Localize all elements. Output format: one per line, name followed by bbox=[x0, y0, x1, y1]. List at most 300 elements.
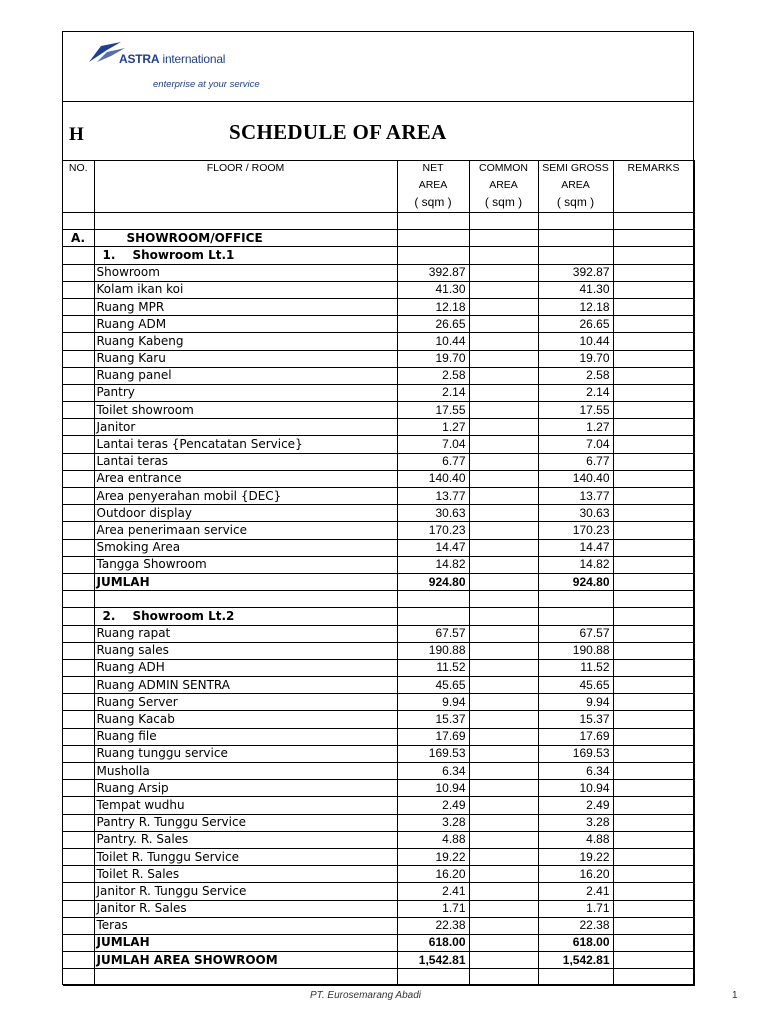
blank-row bbox=[63, 213, 694, 230]
room-row bbox=[63, 436, 694, 453]
empty-cell bbox=[63, 539, 94, 556]
empty-cell bbox=[63, 934, 94, 951]
section-letter: H bbox=[69, 124, 84, 145]
floor-header bbox=[94, 247, 397, 264]
semi-gross-area: 26.65 bbox=[538, 316, 613, 333]
semi-gross-area: 11.52 bbox=[538, 659, 613, 676]
room-row bbox=[63, 711, 694, 728]
remarks bbox=[613, 505, 694, 522]
common-area bbox=[469, 298, 538, 315]
empty-cell bbox=[469, 969, 538, 986]
net-area: 9.94 bbox=[397, 694, 469, 711]
header-common: COMMON AREA ( sqm ) bbox=[469, 160, 538, 213]
empty-cell bbox=[63, 814, 94, 831]
room-name: Ruang sales bbox=[94, 642, 397, 659]
net-area: 26.65 bbox=[397, 316, 469, 333]
empty-cell bbox=[469, 230, 538, 247]
header-floor: FLOOR / ROOM bbox=[94, 160, 397, 213]
section-name: SHOWROOM/OFFICE bbox=[94, 230, 397, 247]
room-row bbox=[63, 659, 694, 676]
semi-gross-area: 190.88 bbox=[538, 642, 613, 659]
semi-gross-area: 19.22 bbox=[538, 848, 613, 865]
semi-gross-area: 45.65 bbox=[538, 677, 613, 694]
room-row bbox=[63, 831, 694, 848]
remarks bbox=[613, 625, 694, 642]
net-area: 45.65 bbox=[397, 677, 469, 694]
room-row bbox=[63, 556, 694, 573]
remarks bbox=[613, 814, 694, 831]
common-area bbox=[469, 556, 538, 573]
semi-gross-area: 13.77 bbox=[538, 488, 613, 505]
net-area: 169.53 bbox=[397, 745, 469, 762]
net-area: 15.37 bbox=[397, 711, 469, 728]
remarks bbox=[613, 694, 694, 711]
common-area bbox=[469, 436, 538, 453]
room-name: Tempat wudhu bbox=[94, 797, 397, 814]
empty-cell bbox=[63, 522, 94, 539]
room-name: Ruang panel bbox=[94, 367, 397, 384]
room-name: Musholla bbox=[94, 763, 397, 780]
remarks bbox=[613, 402, 694, 419]
semi-gross-area: 1,542.81 bbox=[538, 952, 613, 969]
net-area: 2.49 bbox=[397, 797, 469, 814]
remarks bbox=[613, 384, 694, 401]
remarks bbox=[613, 350, 694, 367]
semi-gross-area: 2.14 bbox=[538, 384, 613, 401]
remarks bbox=[613, 264, 694, 281]
room-row bbox=[63, 453, 694, 470]
empty-cell bbox=[63, 281, 94, 298]
remarks bbox=[613, 316, 694, 333]
room-row bbox=[63, 367, 694, 384]
room-name: Area penerimaan service bbox=[94, 522, 397, 539]
header-remarks: REMARKS bbox=[613, 160, 694, 213]
remarks bbox=[613, 780, 694, 797]
room-row bbox=[63, 298, 694, 315]
common-area bbox=[469, 745, 538, 762]
room-row bbox=[63, 728, 694, 745]
room-name: Area penyerahan mobil {DEC} bbox=[94, 488, 397, 505]
remarks bbox=[613, 642, 694, 659]
net-area: 16.20 bbox=[397, 866, 469, 883]
remarks bbox=[613, 711, 694, 728]
room-name: Janitor R. Sales bbox=[94, 900, 397, 917]
semi-gross-area: 10.94 bbox=[538, 780, 613, 797]
room-name: Lantai teras bbox=[94, 453, 397, 470]
empty-cell bbox=[63, 642, 94, 659]
semi-gross-area: 924.80 bbox=[538, 573, 613, 590]
area-table bbox=[63, 160, 695, 986]
room-name: Janitor bbox=[94, 419, 397, 436]
semi-gross-area: 1.71 bbox=[538, 900, 613, 917]
net-area: 170.23 bbox=[397, 522, 469, 539]
net-area: 11.52 bbox=[397, 659, 469, 676]
room-name: Ruang ADH bbox=[94, 659, 397, 676]
empty-cell bbox=[397, 969, 469, 986]
empty-cell bbox=[63, 556, 94, 573]
room-name: JUMLAH AREA SHOWROOM bbox=[94, 952, 397, 969]
room-name: Outdoor display bbox=[94, 505, 397, 522]
common-area bbox=[469, 934, 538, 951]
room-row bbox=[63, 677, 694, 694]
floor-number: 2. bbox=[102, 608, 116, 623]
empty-cell bbox=[538, 213, 613, 230]
empty-cell bbox=[63, 384, 94, 401]
room-name: Ruang Arsip bbox=[94, 780, 397, 797]
semi-gross-area: 169.53 bbox=[538, 745, 613, 762]
common-area bbox=[469, 333, 538, 350]
net-area: 30.63 bbox=[397, 505, 469, 522]
empty-cell bbox=[63, 488, 94, 505]
remarks bbox=[613, 298, 694, 315]
semi-gross-area: 2.41 bbox=[538, 883, 613, 900]
common-area bbox=[469, 539, 538, 556]
room-row bbox=[63, 694, 694, 711]
room-name: Pantry bbox=[94, 384, 397, 401]
header-net: NET AREA ( sqm ) bbox=[397, 160, 469, 213]
empty-cell bbox=[63, 917, 94, 934]
remarks bbox=[613, 556, 694, 573]
room-name: Area entrance bbox=[94, 470, 397, 487]
remarks bbox=[613, 677, 694, 694]
room-row bbox=[63, 745, 694, 762]
net-area: 4.88 bbox=[397, 831, 469, 848]
room-name: Ruang ADMIN SENTRA bbox=[94, 677, 397, 694]
common-area bbox=[469, 659, 538, 676]
empty-cell bbox=[63, 419, 94, 436]
page-title: SCHEDULE OF AREA bbox=[229, 120, 447, 144]
empty-cell bbox=[63, 367, 94, 384]
empty-cell bbox=[63, 591, 94, 608]
empty-cell bbox=[613, 591, 694, 608]
empty-cell bbox=[397, 608, 469, 625]
room-row bbox=[63, 917, 694, 934]
blank-row bbox=[63, 969, 694, 986]
net-area: 17.55 bbox=[397, 402, 469, 419]
remarks bbox=[613, 831, 694, 848]
remarks bbox=[613, 883, 694, 900]
common-area bbox=[469, 522, 538, 539]
common-area bbox=[469, 848, 538, 865]
room-row bbox=[63, 642, 694, 659]
net-area: 1,542.81 bbox=[397, 952, 469, 969]
empty-cell bbox=[94, 969, 397, 986]
room-row bbox=[63, 522, 694, 539]
room-row bbox=[63, 814, 694, 831]
floor-header-row bbox=[63, 247, 694, 264]
common-area bbox=[469, 316, 538, 333]
document-frame bbox=[62, 31, 694, 985]
room-name: Janitor R. Tunggu Service bbox=[94, 883, 397, 900]
room-name: JUMLAH bbox=[94, 573, 397, 590]
semi-gross-area: 6.77 bbox=[538, 453, 613, 470]
room-row bbox=[63, 763, 694, 780]
semi-gross-area: 14.47 bbox=[538, 539, 613, 556]
remarks bbox=[613, 952, 694, 969]
footer-company: PT. Eurosemarang Abadi bbox=[310, 990, 421, 1001]
room-row bbox=[63, 384, 694, 401]
floor-header bbox=[94, 608, 397, 625]
semi-gross-area: 67.57 bbox=[538, 625, 613, 642]
blank-row bbox=[63, 591, 694, 608]
room-name: Ruang Server bbox=[94, 694, 397, 711]
semi-gross-area: 16.20 bbox=[538, 866, 613, 883]
empty-cell bbox=[397, 213, 469, 230]
empty-cell bbox=[63, 711, 94, 728]
semi-gross-area: 140.40 bbox=[538, 470, 613, 487]
net-area: 19.70 bbox=[397, 350, 469, 367]
remarks bbox=[613, 436, 694, 453]
empty-cell bbox=[63, 625, 94, 642]
header-no: NO. bbox=[63, 160, 94, 213]
room-name: JUMLAH bbox=[94, 934, 397, 951]
room-row bbox=[63, 797, 694, 814]
semi-gross-area: 2.58 bbox=[538, 367, 613, 384]
room-name: Kolam ikan koi bbox=[94, 281, 397, 298]
room-name: Pantry. R. Sales bbox=[94, 831, 397, 848]
common-area bbox=[469, 814, 538, 831]
room-row bbox=[63, 470, 694, 487]
empty-cell bbox=[63, 298, 94, 315]
table-header bbox=[63, 160, 694, 213]
empty-cell bbox=[397, 247, 469, 264]
empty-cell bbox=[63, 900, 94, 917]
room-name: Tangga Showroom bbox=[94, 556, 397, 573]
semi-gross-area: 12.18 bbox=[538, 298, 613, 315]
room-row bbox=[63, 883, 694, 900]
net-area: 13.77 bbox=[397, 488, 469, 505]
net-area: 67.57 bbox=[397, 625, 469, 642]
room-row bbox=[63, 333, 694, 350]
common-area bbox=[469, 573, 538, 590]
room-name: Ruang Kabeng bbox=[94, 333, 397, 350]
empty-cell bbox=[613, 213, 694, 230]
empty-cell bbox=[63, 659, 94, 676]
common-area bbox=[469, 367, 538, 384]
empty-cell bbox=[63, 402, 94, 419]
net-area: 1.27 bbox=[397, 419, 469, 436]
total-row bbox=[63, 934, 694, 951]
room-name: Toilet R. Tunggu Service bbox=[94, 848, 397, 865]
floor-name: Showroom Lt.2 bbox=[132, 608, 235, 623]
remarks bbox=[613, 573, 694, 590]
empty-cell bbox=[94, 213, 397, 230]
room-row bbox=[63, 419, 694, 436]
empty-cell bbox=[63, 883, 94, 900]
semi-gross-area: 4.88 bbox=[538, 831, 613, 848]
common-area bbox=[469, 281, 538, 298]
empty-cell bbox=[63, 969, 94, 986]
room-row bbox=[63, 350, 694, 367]
room-row bbox=[63, 866, 694, 883]
net-area: 2.58 bbox=[397, 367, 469, 384]
empty-cell bbox=[538, 230, 613, 247]
remarks bbox=[613, 848, 694, 865]
room-row bbox=[63, 900, 694, 917]
common-area bbox=[469, 952, 538, 969]
empty-cell bbox=[469, 608, 538, 625]
header-semi: SEMI GROSS AREA ( sqm ) bbox=[538, 160, 613, 213]
room-row bbox=[63, 402, 694, 419]
common-area bbox=[469, 264, 538, 281]
semi-gross-area: 30.63 bbox=[538, 505, 613, 522]
remarks bbox=[613, 797, 694, 814]
empty-cell bbox=[63, 763, 94, 780]
semi-gross-area: 1.27 bbox=[538, 419, 613, 436]
common-area bbox=[469, 728, 538, 745]
empty-cell bbox=[63, 470, 94, 487]
room-name: Toilet showroom bbox=[94, 402, 397, 419]
net-area: 392.87 bbox=[397, 264, 469, 281]
empty-cell bbox=[63, 831, 94, 848]
remarks bbox=[613, 453, 694, 470]
section-number: A. bbox=[63, 230, 94, 247]
remarks bbox=[613, 522, 694, 539]
semi-gross-area: 19.70 bbox=[538, 350, 613, 367]
room-name: Showroom bbox=[94, 264, 397, 281]
room-name: Ruang rapat bbox=[94, 625, 397, 642]
empty-cell bbox=[538, 591, 613, 608]
common-area bbox=[469, 900, 538, 917]
remarks bbox=[613, 659, 694, 676]
remarks bbox=[613, 900, 694, 917]
room-name: Toilet R. Sales bbox=[94, 866, 397, 883]
empty-cell bbox=[63, 780, 94, 797]
remarks bbox=[613, 917, 694, 934]
room-name: Ruang tunggu service bbox=[94, 745, 397, 762]
remarks bbox=[613, 934, 694, 951]
empty-cell bbox=[63, 797, 94, 814]
room-name: Teras bbox=[94, 917, 397, 934]
room-name: Ruang file bbox=[94, 728, 397, 745]
common-area bbox=[469, 797, 538, 814]
net-area: 14.82 bbox=[397, 556, 469, 573]
empty-cell bbox=[538, 608, 613, 625]
empty-cell bbox=[469, 247, 538, 264]
empty-cell bbox=[613, 608, 694, 625]
net-area: 1.71 bbox=[397, 900, 469, 917]
remarks bbox=[613, 419, 694, 436]
common-area bbox=[469, 350, 538, 367]
common-area bbox=[469, 625, 538, 642]
empty-cell bbox=[63, 213, 94, 230]
empty-cell bbox=[63, 728, 94, 745]
semi-gross-area: 170.23 bbox=[538, 522, 613, 539]
common-area bbox=[469, 419, 538, 436]
net-area: 7.04 bbox=[397, 436, 469, 453]
empty-cell bbox=[63, 573, 94, 590]
empty-cell bbox=[63, 247, 94, 264]
empty-cell bbox=[63, 264, 94, 281]
room-row bbox=[63, 264, 694, 281]
common-area bbox=[469, 384, 538, 401]
semi-gross-area: 7.04 bbox=[538, 436, 613, 453]
floor-header-row bbox=[63, 608, 694, 625]
room-row bbox=[63, 281, 694, 298]
room-row bbox=[63, 316, 694, 333]
common-area bbox=[469, 642, 538, 659]
title-row bbox=[63, 102, 693, 161]
empty-cell bbox=[63, 453, 94, 470]
empty-cell bbox=[63, 677, 94, 694]
total-row bbox=[63, 573, 694, 590]
section-row bbox=[63, 230, 694, 247]
empty-cell bbox=[63, 436, 94, 453]
semi-gross-area: 392.87 bbox=[538, 264, 613, 281]
net-area: 190.88 bbox=[397, 642, 469, 659]
logo-wordmark: ASTRA international bbox=[119, 52, 226, 66]
empty-cell bbox=[63, 316, 94, 333]
semi-gross-area: 14.82 bbox=[538, 556, 613, 573]
semi-gross-area: 41.30 bbox=[538, 281, 613, 298]
remarks bbox=[613, 745, 694, 762]
common-area bbox=[469, 780, 538, 797]
room-name: Ruang Kacab bbox=[94, 711, 397, 728]
common-area bbox=[469, 917, 538, 934]
empty-cell bbox=[63, 866, 94, 883]
remarks bbox=[613, 728, 694, 745]
common-area bbox=[469, 677, 538, 694]
empty-cell bbox=[397, 591, 469, 608]
net-area: 17.69 bbox=[397, 728, 469, 745]
empty-cell bbox=[397, 230, 469, 247]
common-area bbox=[469, 453, 538, 470]
page-number: 1 bbox=[732, 990, 738, 1001]
net-area: 2.41 bbox=[397, 883, 469, 900]
semi-gross-area: 22.38 bbox=[538, 917, 613, 934]
common-area bbox=[469, 831, 538, 848]
remarks bbox=[613, 333, 694, 350]
empty-cell bbox=[63, 505, 94, 522]
net-area: 140.40 bbox=[397, 470, 469, 487]
floor-number: 1. bbox=[102, 247, 116, 262]
room-name: Ruang MPR bbox=[94, 298, 397, 315]
empty-cell bbox=[613, 247, 694, 264]
empty-cell bbox=[63, 848, 94, 865]
empty-cell bbox=[613, 230, 694, 247]
remarks bbox=[613, 470, 694, 487]
net-area: 10.94 bbox=[397, 780, 469, 797]
remarks bbox=[613, 763, 694, 780]
floor-name: Showroom Lt.1 bbox=[132, 247, 235, 262]
logo-tagline: enterprise at your service bbox=[153, 79, 260, 90]
common-area bbox=[469, 763, 538, 780]
net-area: 618.00 bbox=[397, 934, 469, 951]
empty-cell bbox=[63, 333, 94, 350]
net-area: 41.30 bbox=[397, 281, 469, 298]
common-area bbox=[469, 402, 538, 419]
empty-cell bbox=[94, 591, 397, 608]
net-area: 19.22 bbox=[397, 848, 469, 865]
empty-cell bbox=[63, 745, 94, 762]
empty-cell bbox=[63, 608, 94, 625]
common-area bbox=[469, 505, 538, 522]
room-name: Ruang ADM bbox=[94, 316, 397, 333]
semi-gross-area: 10.44 bbox=[538, 333, 613, 350]
net-area: 14.47 bbox=[397, 539, 469, 556]
remarks bbox=[613, 866, 694, 883]
remarks bbox=[613, 367, 694, 384]
common-area bbox=[469, 488, 538, 505]
room-name: Smoking Area bbox=[94, 539, 397, 556]
logo-header bbox=[63, 32, 693, 102]
remarks bbox=[613, 488, 694, 505]
semi-gross-area: 9.94 bbox=[538, 694, 613, 711]
grand-total-row bbox=[63, 952, 694, 969]
semi-gross-area: 3.28 bbox=[538, 814, 613, 831]
semi-gross-area: 2.49 bbox=[538, 797, 613, 814]
empty-cell bbox=[63, 350, 94, 367]
